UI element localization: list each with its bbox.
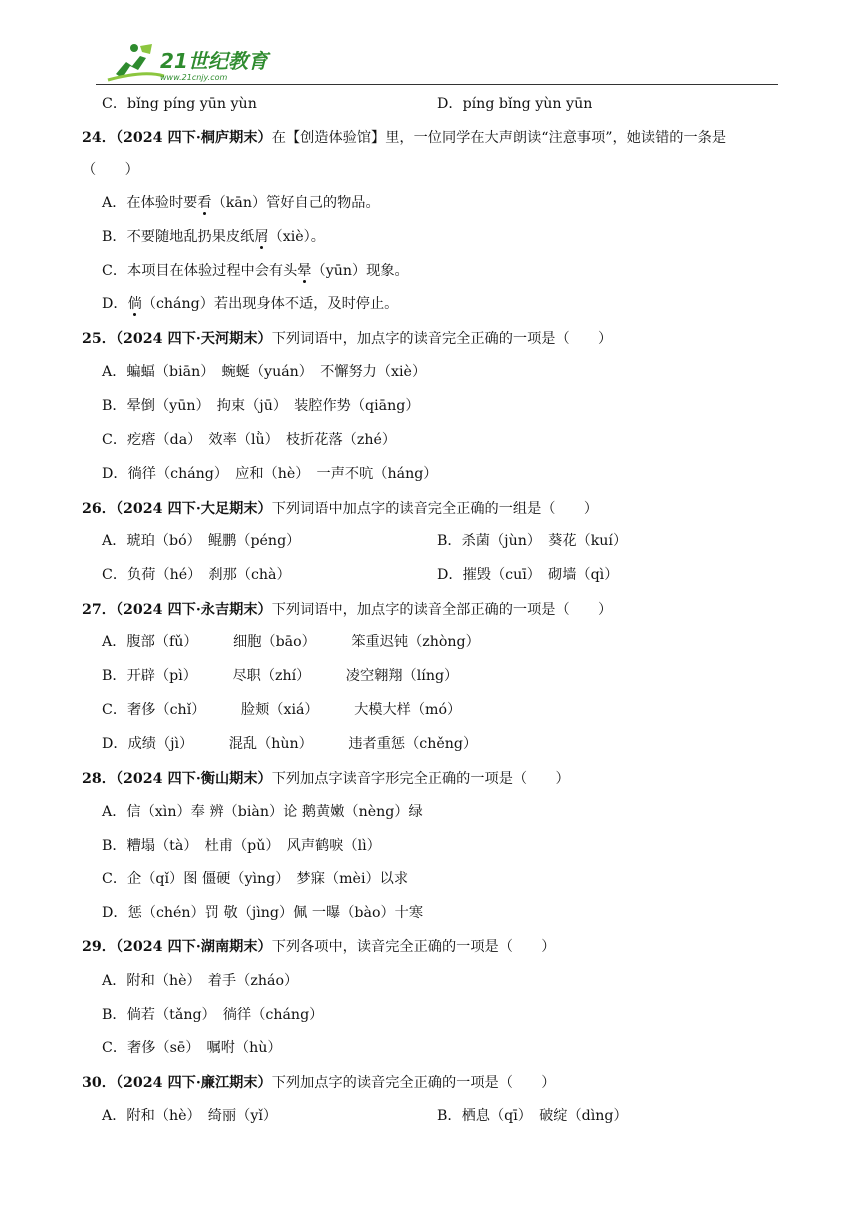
running-figure-icon: [108, 44, 164, 80]
option-25-d: D．徜徉（cháng） 应和（hè） 一声不吭（háng）: [102, 466, 438, 482]
option-23-c: C．bǐng píng yūn yùn: [102, 96, 257, 112]
question-27: 27．（2024 四下·永吉期末）下列词语中，加点字的读音全部正确的一项是（ ）: [82, 602, 613, 618]
question-24-paren: （ ）: [82, 162, 139, 178]
option-26-a: A．琥珀（bó） 鲲鹏（péng）: [102, 533, 301, 549]
option-28-c: C．企（qǐ）图 僵硬（yìng） 梦寐（mèi）以求: [102, 871, 409, 887]
option-29-b: B．倘若（tǎng） 徜徉（cháng）: [102, 1007, 324, 1023]
option-24-d: D．倘（cháng）若出现身体不适，及时停止。: [102, 296, 399, 312]
option-30-a: A．附和（hè） 绮丽（yǐ）: [102, 1108, 278, 1124]
option-25-a: A．蝙蝠（biān） 蜿蜒（yuán） 不懈努力（xiè）: [102, 364, 427, 380]
question-28: 28．（2024 四下·衡山期末）下列加点字读音字形完全正确的一项是（ ）: [82, 771, 570, 787]
option-26-d: D．摧毁（cuī） 砌墙（qì）: [437, 567, 619, 583]
logo: [104, 40, 284, 84]
option-23-d: D．píng bǐng yùn yūn: [437, 96, 593, 112]
option-25-c: C．疙瘩（da） 效率（lǜ） 枝折花落（zhé）: [102, 432, 397, 448]
option-28-b: B．糟塌（tà） 杜甫（pǔ） 风声鹤唳（lì）: [102, 838, 381, 854]
option-27-d: D．成绩（jì） 混乱（hùn） 违者重惩（chěng）: [102, 736, 478, 752]
question-25: 25．（2024 四下·天河期末）下列词语中，加点字的读音完全正确的一项是（ ）: [82, 331, 613, 347]
option-29-a: A．附和（hè） 着手（zháo）: [102, 973, 299, 989]
logo-text: 21世纪教育: [160, 49, 268, 73]
option-24-b: B．不要随地乱扔果皮纸屑（xiè）。: [102, 229, 325, 245]
option-28-a: A．信（xìn）奉 辨（biàn）论 鹅黄嫩（nèng）绿: [102, 804, 423, 820]
option-29-c: C．奢侈（sē） 嘱咐（hù）: [102, 1040, 282, 1056]
option-24-c: C．本项目在体验过程中会有头晕（yūn）现象。: [102, 263, 409, 279]
option-30-b: B．栖息（qī） 破绽（dìng）: [437, 1108, 628, 1124]
option-28-d: D．惩（chén）罚 敬（jìng）佩 一曝（bào）十寒: [102, 905, 424, 921]
option-26-b: B．杀菌（jùn） 葵花（kuí）: [437, 533, 628, 549]
logo-url: www.21cnjy.com: [160, 73, 228, 82]
option-27-c: C．奢侈（chǐ） 脸颊（xiá） 大模大样（mó）: [102, 702, 462, 718]
option-26-c: C．负荷（hé） 刹那（chà）: [102, 567, 291, 583]
question-24: 24．（2024 四下·桐庐期末）在【创造体验馆】里，一位同学在大声朗读“注意事项”，她读错的一条是: [82, 130, 727, 146]
question-29: 29．（2024 四下·湖南期末）下列各项中，读音完全正确的一项是（ ）: [82, 939, 556, 955]
question-30: 30．（2024 四下·廉江期末）下列加点字的读音完全正确的一项是（ ）: [82, 1075, 556, 1091]
option-24-a: A．在体验时要看（kān）管好自己的物品。: [102, 195, 380, 211]
option-27-a: A．腹部（fǔ） 细胞（bāo） 笨重迟钝（zhòng）: [102, 634, 480, 650]
header-divider: [96, 84, 778, 85]
question-26: 26．（2024 四下·大足期末）下列词语中加点字的读音完全正确的一组是（ ）: [82, 501, 599, 517]
page-header: [96, 36, 778, 88]
option-27-b: B．开辟（pì） 尽职（zhí） 凌空翱翔（líng）: [102, 668, 459, 684]
option-25-b: B．晕倒（yūn） 拘束（jū） 装腔作势（qiāng）: [102, 398, 420, 414]
